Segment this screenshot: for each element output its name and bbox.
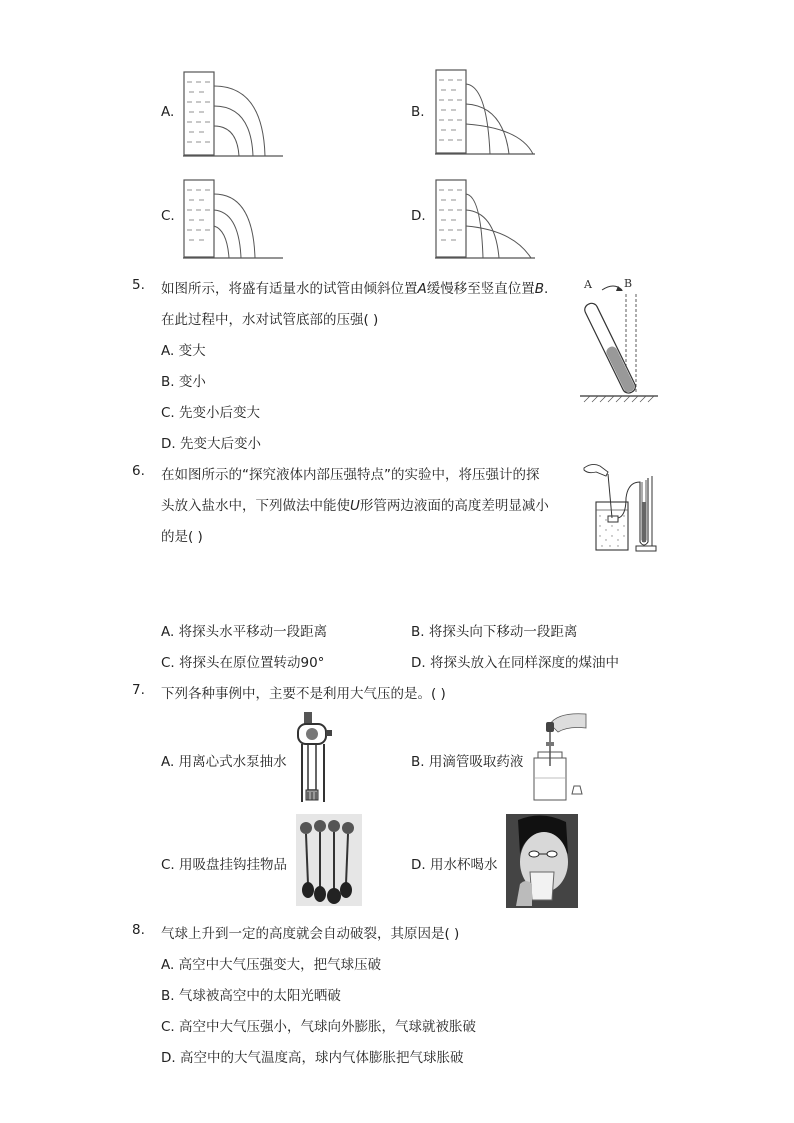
q5-stem-text-1: 如图所示，将盛有适量水的试管由倾斜位置 <box>161 281 418 297</box>
q7-option-d-drinking-picture <box>506 814 578 908</box>
q5-figure-label-a: A <box>584 278 592 291</box>
q8-option-d[interactable]: D. 高空中的大气温度高，球内气体膨胀把气球胀破 <box>161 1050 464 1066</box>
q6-pressure-gauge-figure <box>582 458 664 556</box>
q5-option-c[interactable]: C. 先变小后变大 <box>161 405 261 421</box>
q7-option-a[interactable]: A. 用离心式水泵抽水 <box>161 754 287 770</box>
q8-number: 8. <box>132 922 145 938</box>
q6-option-d[interactable]: D. 将探头放入在同样深度的煤油中 <box>411 655 619 671</box>
q5-option-a[interactable]: A. 变大 <box>161 343 206 359</box>
q7-option-d[interactable]: D. 用水杯喝水 <box>411 857 498 873</box>
q6-stem-text-1: 头放入盐水中，下列做法中能使 <box>161 498 350 514</box>
q7-option-b[interactable]: B. 用滴管吸取药液 <box>411 754 524 770</box>
q7-option-b-dropper-picture <box>528 708 588 804</box>
q4-option-a-label[interactable]: A. <box>161 104 175 120</box>
q4-option-a-figure <box>183 68 283 160</box>
q6-option-a[interactable]: A. 将探头水平移动一段距离 <box>161 624 328 640</box>
q4-option-c-figure <box>183 176 283 262</box>
q7-number: 7. <box>132 682 145 698</box>
q6-stem-line3: 的是( ) <box>161 529 203 545</box>
q6-option-b[interactable]: B. 将探头向下移动一段距离 <box>411 624 578 640</box>
q6-option-c[interactable]: C. 将探头在原位置转动90° <box>161 655 325 671</box>
q5-option-d[interactable]: D. 先变大后变小 <box>161 436 261 452</box>
q5-figure-label-b: B <box>624 277 633 290</box>
q8-option-c[interactable]: C. 高空中大气压强小，气球向外膨胀，气球就被胀破 <box>161 1019 477 1035</box>
q6-stem-line2 <box>161 494 549 514</box>
q5-stem-text-3: . <box>544 281 549 297</box>
q5-number: 5. <box>132 277 145 293</box>
q5-position-a: A <box>417 281 427 297</box>
q5-position-b: B <box>534 281 545 297</box>
q6-stem-text-2: 形管两边液面的高度差明显减小 <box>359 498 549 514</box>
q4-option-d-label[interactable]: D. <box>411 208 426 224</box>
q5-stem-line1 <box>161 277 548 297</box>
q5-stem-line2: 在此过程中，水对试管底部的压强( ) <box>161 312 379 328</box>
q7-option-c[interactable]: C. 用吸盘挂钩挂物品 <box>161 857 288 873</box>
q4-option-d-figure <box>435 176 535 262</box>
q6-u-letter: U <box>350 498 360 514</box>
q5-test-tube-figure <box>580 276 660 406</box>
q4-option-c-label[interactable]: C. <box>161 208 175 224</box>
q7-stem: 下列各种事例中，主要不是利用大气压的是。( ) <box>161 686 446 702</box>
q4-option-b-label[interactable]: B. <box>411 104 425 120</box>
q4-option-b-figure <box>435 66 535 158</box>
q6-number: 6. <box>132 463 145 479</box>
q8-stem: 气球上升到一定的高度就会自动破裂，其原因是( ) <box>161 926 460 942</box>
q8-option-b[interactable]: B. 气球被高空中的太阳光晒破 <box>161 988 341 1004</box>
q5-stem-text-2: 缓慢移至竖直位置 <box>426 281 535 297</box>
q8-option-a[interactable]: A. 高空中大气压强变大，把气球压破 <box>161 957 382 973</box>
q7-option-a-water-pump-picture <box>294 708 334 804</box>
q5-option-b[interactable]: B. 变小 <box>161 374 206 390</box>
q6-stem-line1: 在如图所示的“探究液体内部压强特点”的实验中，将压强计的探 <box>161 467 540 483</box>
q7-option-c-suction-hooks-picture <box>296 814 362 906</box>
